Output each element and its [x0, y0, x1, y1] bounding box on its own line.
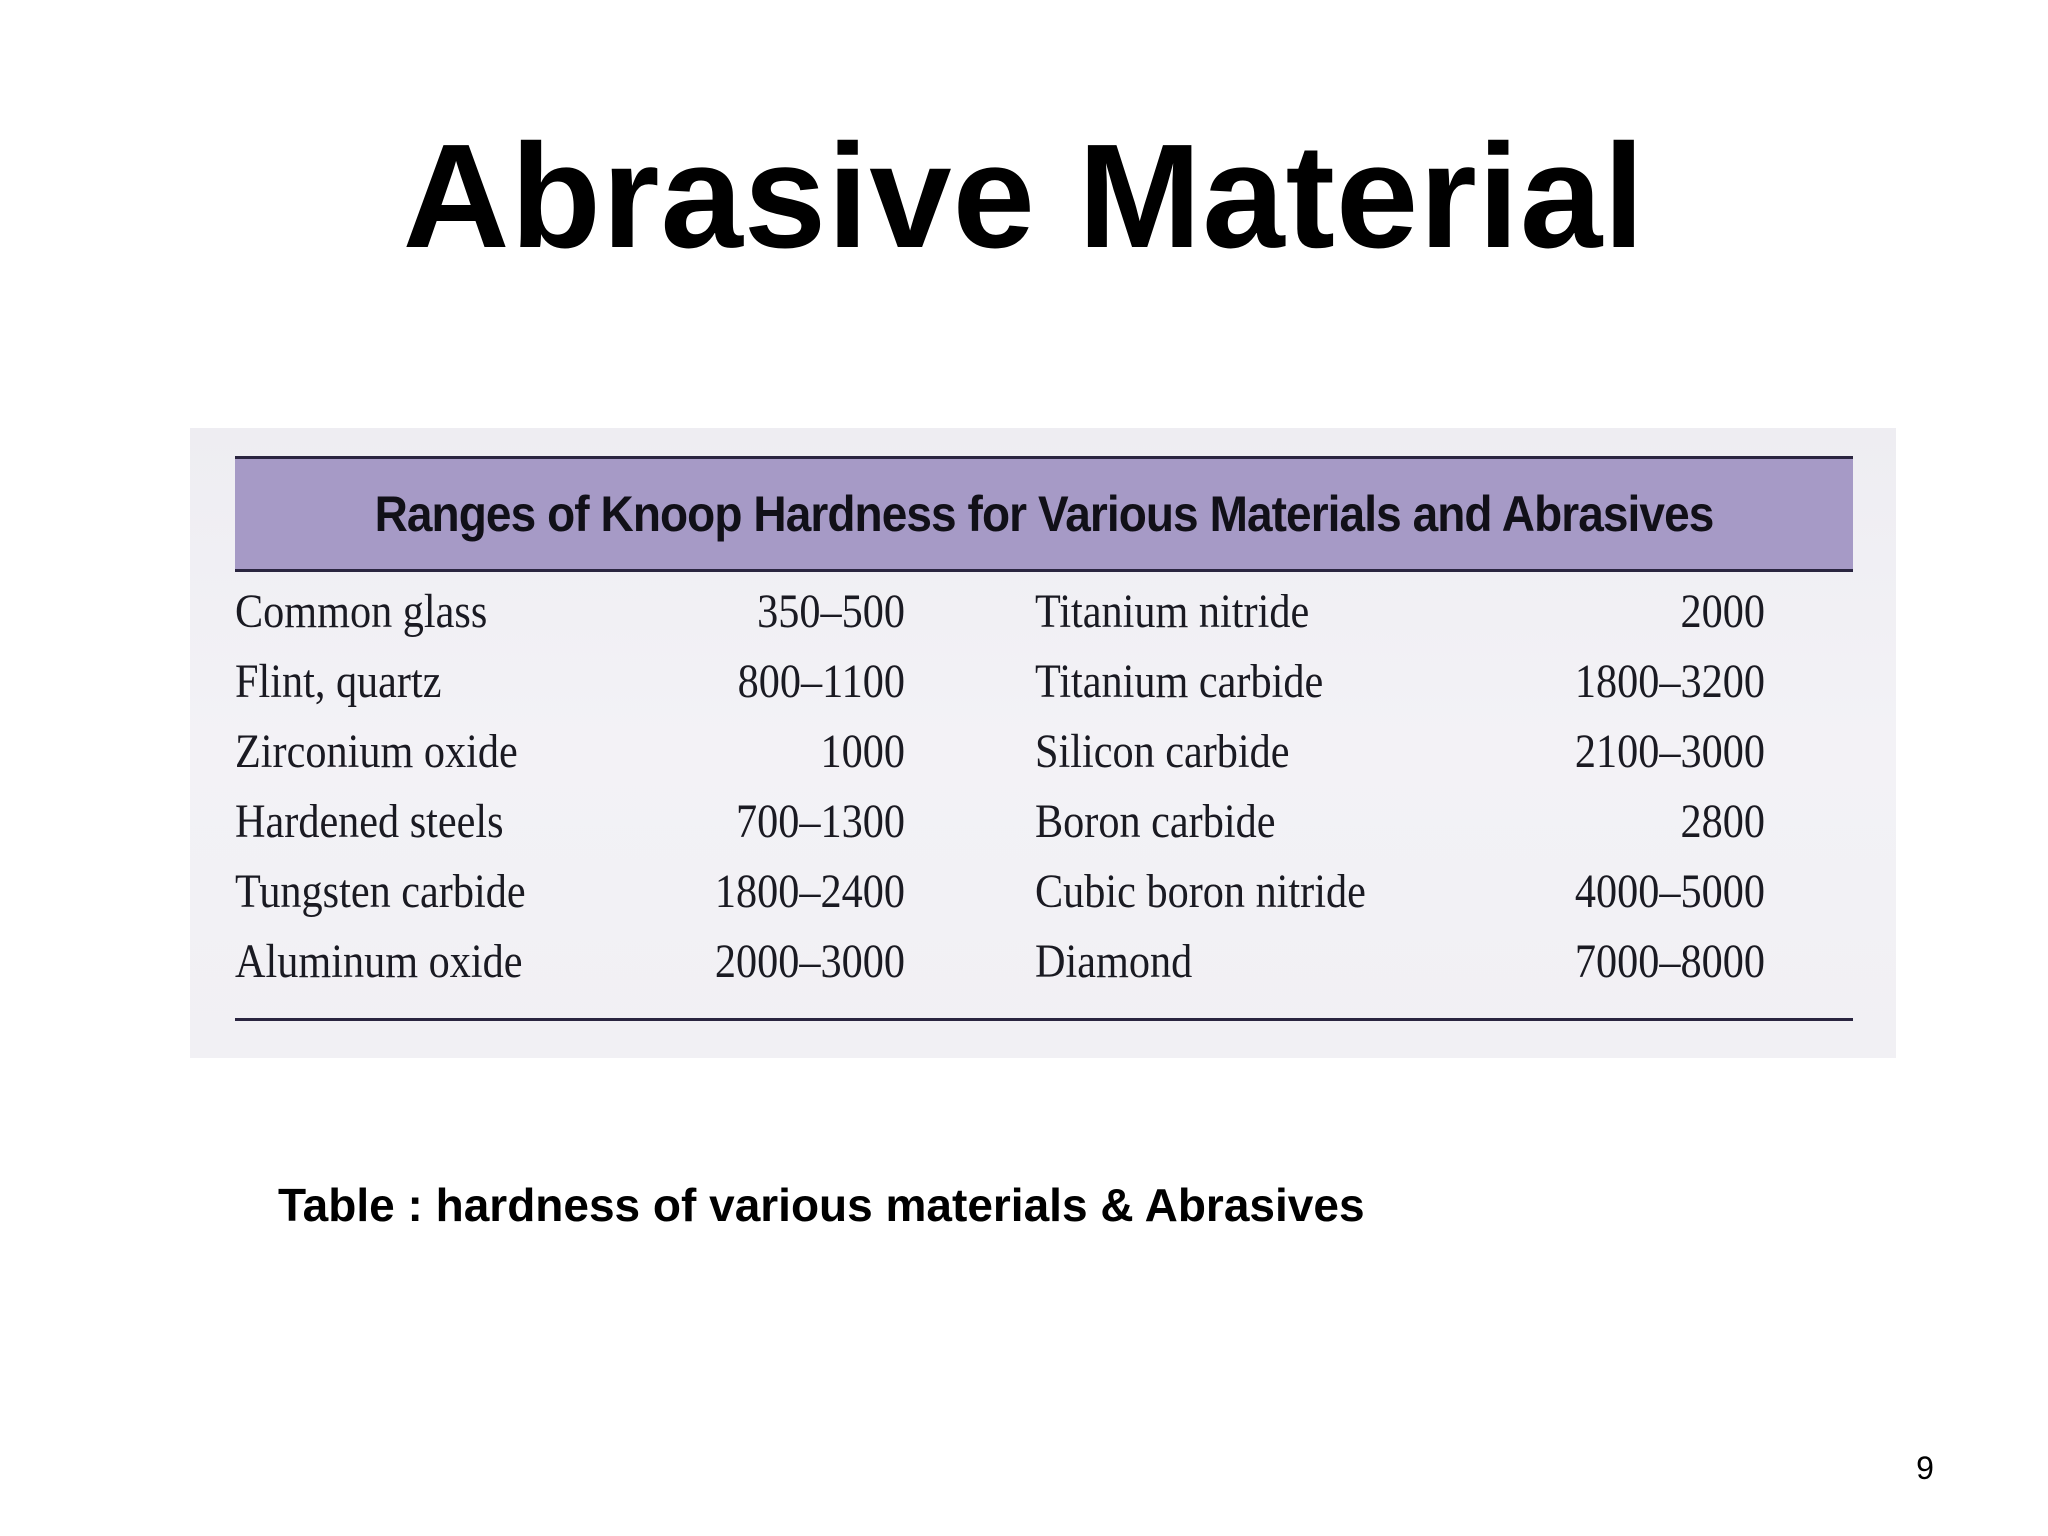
table-row [235, 576, 1853, 646]
material-left: Tungsten carbide [235, 865, 526, 918]
material-right: Titanium carbide [1035, 655, 1324, 708]
table-heading: Ranges of Knoop Hardness for Various Materials and Abrasives [374, 486, 1714, 542]
material-left: Aluminum oxide [235, 935, 523, 988]
table-row [235, 856, 1853, 926]
hardness-right: 7000–8000 [1574, 935, 1765, 988]
hardness-right: 2800 [1680, 795, 1765, 848]
hardness-left: 1800–2400 [714, 865, 905, 918]
table-row [235, 646, 1853, 716]
table-caption: Table : hardness of various materials & Abrasives [278, 1179, 1365, 1231]
hardness-table [190, 428, 1896, 1058]
material-right: Diamond [1035, 935, 1193, 988]
page-number: 9 [1916, 1450, 1934, 1486]
table-header-band [235, 456, 1853, 572]
material-left: Hardened steels [235, 795, 504, 848]
slide-title: Abrasive Material [402, 114, 1646, 279]
material-right: Cubic boron nitride [1035, 865, 1366, 918]
hardness-right: 4000–5000 [1574, 865, 1765, 918]
table-body [235, 576, 1853, 996]
hardness-right: 2000 [1680, 585, 1765, 638]
material-left: Zirconium oxide [235, 725, 518, 778]
table-bottom-rule [235, 1018, 1853, 1021]
material-right: Silicon carbide [1035, 725, 1290, 778]
table-row [235, 716, 1853, 786]
hardness-left: 700–1300 [736, 795, 905, 848]
table-row [235, 786, 1853, 856]
table-row [235, 926, 1853, 996]
material-left: Common glass [235, 585, 488, 638]
hardness-right: 2100–3000 [1574, 725, 1765, 778]
hardness-left: 350–500 [757, 585, 905, 638]
material-right: Boron carbide [1035, 795, 1276, 848]
hardness-left: 800–1100 [737, 655, 905, 708]
hardness-left: 2000–3000 [714, 935, 905, 988]
material-right: Titanium nitride [1035, 585, 1310, 638]
hardness-right: 1800–3200 [1574, 655, 1765, 708]
material-left: Flint, quartz [235, 655, 442, 708]
hardness-left: 1000 [820, 725, 905, 778]
